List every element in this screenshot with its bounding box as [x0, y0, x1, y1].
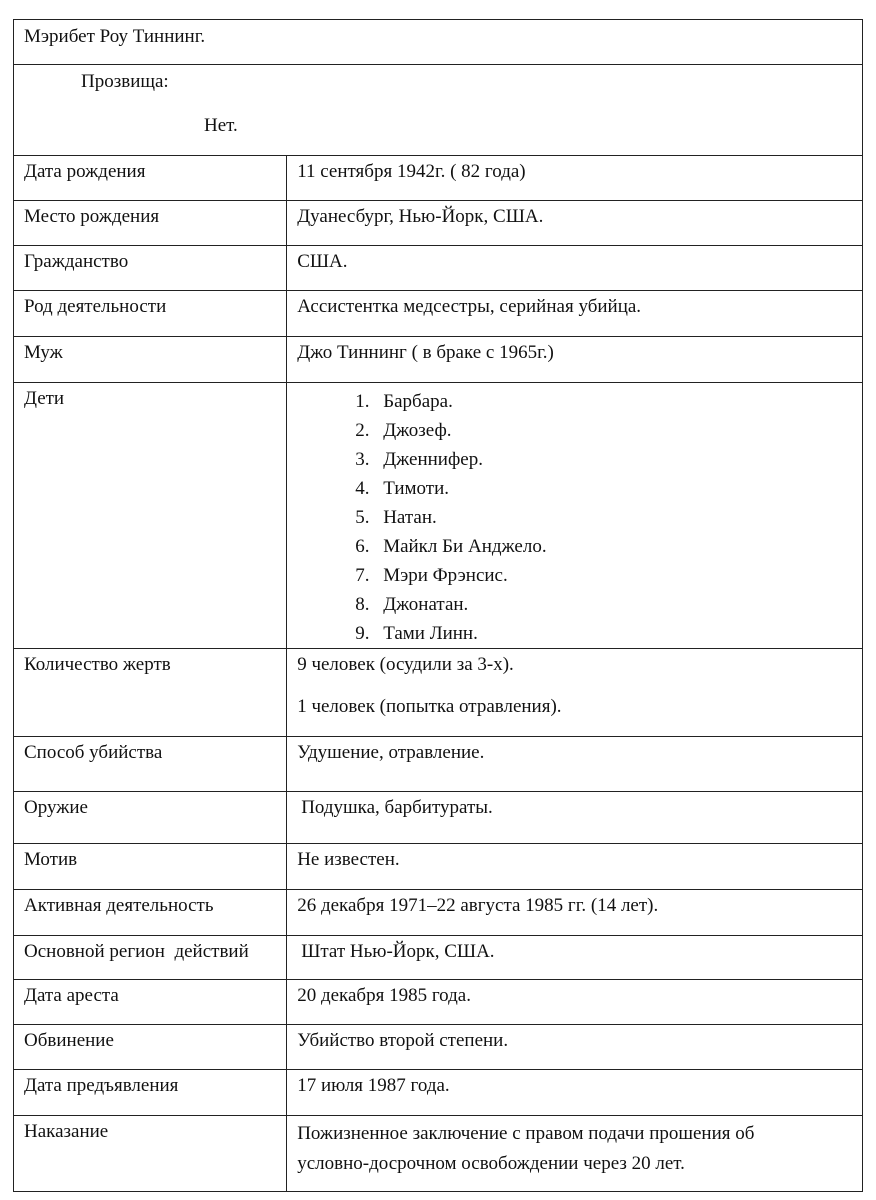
name-row	[14, 20, 863, 65]
row-value: Подушка, барбитураты.	[287, 792, 863, 844]
table-row	[14, 246, 863, 291]
children-list-cell	[287, 383, 863, 649]
row-label: Способ убийства	[14, 737, 287, 792]
row-label: Наказание	[14, 1116, 287, 1192]
table-row	[14, 1070, 863, 1116]
victims-count: 9 человек (осудили за 3-х).	[297, 654, 514, 675]
row-value: 11 сентября 1942г. ( 82 года)	[287, 156, 863, 201]
row-value: Джо Тиннинг ( в браке с 1965г.)	[287, 337, 863, 383]
row-value	[287, 649, 863, 737]
row-label: Мотив	[14, 844, 287, 890]
victims-attempt: 1 человек (попытка отравления).	[297, 696, 562, 717]
person-name: Мэрибет Роу Тиннинг.	[24, 26, 206, 47]
list-item: 5. Натан.	[355, 507, 437, 528]
table-row	[14, 156, 863, 201]
row-value: Не известен.	[287, 844, 863, 890]
table-row	[14, 737, 863, 792]
row-label: Дата предъявления	[14, 1070, 287, 1116]
table-row	[14, 980, 863, 1025]
row-label: Род деятельности	[14, 291, 287, 337]
row-label: Дети	[14, 383, 287, 649]
row-value: Дуанесбург, Нью-Йорк, США.	[287, 201, 863, 246]
list-item: 1. Барбара.	[355, 391, 453, 412]
punishment-line-1: Пожизненное заключение с правом подачи прошения об	[297, 1123, 755, 1144]
list-item: 8. Джонатан.	[355, 594, 469, 615]
table-row	[14, 890, 863, 936]
row-label: Оружие	[14, 792, 287, 844]
victims-row	[14, 649, 863, 737]
table-row	[14, 844, 863, 890]
punishment-row	[14, 1116, 863, 1192]
list-item: 7. Мэри Фрэнсис.	[355, 565, 508, 586]
row-label: Гражданство	[14, 246, 287, 291]
name-cell	[14, 20, 863, 65]
punishment-line-2: условно-досрочном освобождении через 20 лет.	[297, 1153, 685, 1174]
row-label: Основной регион действий	[14, 936, 287, 980]
row-value: Убийство второй степени.	[287, 1025, 863, 1070]
row-label: Количество жертв	[14, 649, 287, 737]
children-row	[14, 383, 863, 649]
row-label: Муж	[14, 337, 287, 383]
row-value: 26 декабря 1971–22 августа 1985 гг. (14 лет).	[287, 890, 863, 936]
table-row	[14, 291, 863, 337]
nicknames-cell	[14, 65, 863, 156]
row-value: 20 декабря 1985 года.	[287, 980, 863, 1025]
nicknames-value: Нет.	[204, 115, 238, 136]
row-value	[287, 1116, 863, 1192]
list-item: 4. Тимоти.	[355, 478, 449, 499]
row-label: Дата ареста	[14, 980, 287, 1025]
list-item: 3. Дженнифер.	[355, 449, 483, 470]
table-row	[14, 792, 863, 844]
table-row	[14, 1025, 863, 1070]
row-label: Обвинение	[14, 1025, 287, 1070]
row-value: 17 июля 1987 года.	[287, 1070, 863, 1116]
nicknames-row	[14, 65, 863, 156]
row-value: Штат Нью-Йорк, США.	[287, 936, 863, 980]
row-value: Удушение, отравление.	[287, 737, 863, 792]
row-label: Место рождения	[14, 201, 287, 246]
list-item: 6. Майкл Би Анджело.	[355, 536, 547, 557]
row-label: Активная деятельность	[14, 890, 287, 936]
children-list	[297, 387, 852, 648]
table-row	[14, 337, 863, 383]
row-value: США.	[287, 246, 863, 291]
table-row	[14, 936, 863, 980]
profile-table	[13, 19, 863, 1192]
row-label: Дата рождения	[14, 156, 287, 201]
list-item: 9. Тами Линн.	[355, 623, 478, 644]
list-item: 2. Джозеф.	[355, 420, 452, 441]
table-row	[14, 201, 863, 246]
row-value: Ассистентка медсестры, серийная убийца.	[287, 291, 863, 337]
nicknames-label: Прозвища:	[81, 71, 169, 92]
